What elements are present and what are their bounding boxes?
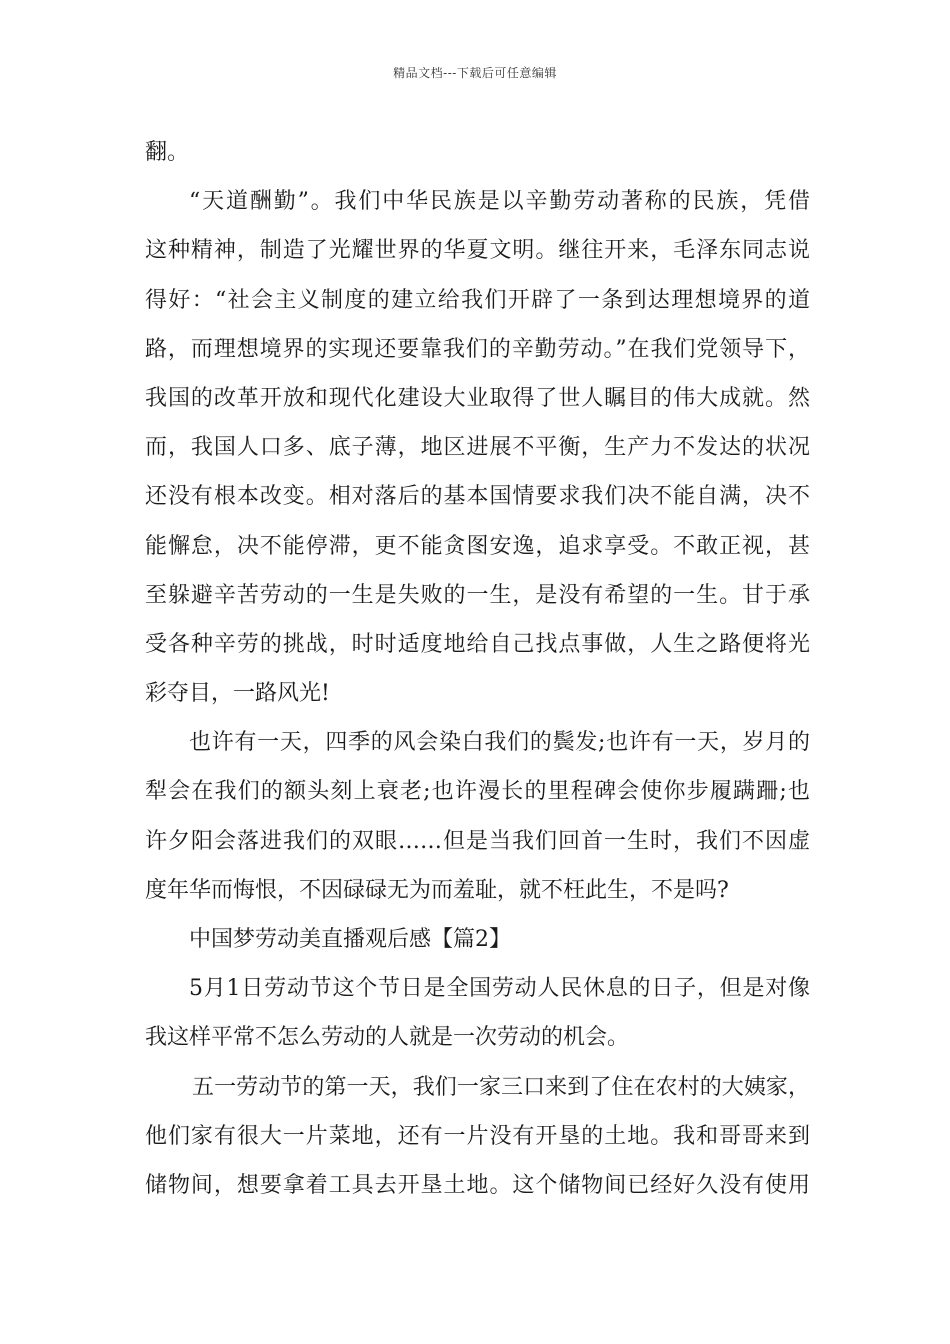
text-line: 犁会在我们的额头刻上衰老;也许漫长的里程碑会使你步履蹒跚;也 bbox=[145, 779, 810, 805]
text-line: 他们家有很大一片菜地，还有一片没有开垦的土地。我和哥哥来到 bbox=[145, 1123, 810, 1149]
text-line: 受各种辛劳的挑战，时时适度地给自己找点事做，人生之路便将光 bbox=[145, 631, 810, 657]
text-line: 得好：“社会主义制度的建立给我们开辟了一条到达理想境界的道 bbox=[145, 287, 810, 313]
text-line: 度年华而悔恨，不因碌碌无为而羞耻，就不枉此生，不是吗? bbox=[145, 877, 729, 903]
paragraph-start-line: 五一劳动节的第一天，我们一家三口来到了住在农村的大姨家， bbox=[192, 1074, 810, 1100]
text-line: 路，而理想境界的实现还要靠我们的辛勤劳动。”在我们党领导下， bbox=[145, 336, 810, 362]
section-heading: 中国梦劳动美直播观后感【篇2】 bbox=[189, 927, 511, 952]
text-line: 能懈怠，决不能停滞，更不能贪图安逸，追求享受。不敢正视，甚 bbox=[145, 533, 810, 559]
paragraph-start-line: 5月1日劳动节这个节日是全国劳动人民休息的日子，但是对像 bbox=[189, 976, 810, 1002]
text-line: 还没有根本改变。相对落后的基本国情要求我们决不能自满，决不 bbox=[145, 484, 810, 510]
text-line: 我国的改革开放和现代化建设大业取得了世人瞩目的伟大成就。然 bbox=[145, 385, 810, 411]
paragraph-start-line: 也许有一天，四季的风会染白我们的鬓发;也许有一天，岁月的 bbox=[189, 730, 810, 756]
text-line: 许夕阳会落进我们的双眼……但是当我们回首一生时，我们不因虚 bbox=[145, 828, 810, 854]
text-line: 这种精神，制造了光耀世界的华夏文明。继往开来，毛泽东同志说 bbox=[145, 238, 810, 264]
text-line: 储物间，想要拿着工具去开垦土地。这个储物间已经好久没有使用 bbox=[145, 1172, 810, 1198]
text-line: 至躲避辛苦劳动的一生是失败的一生，是没有希望的一生。甘于承 bbox=[145, 582, 810, 608]
text-line: 而，我国人口多、底子薄，地区进展不平衡，生产力不发达的状况 bbox=[145, 435, 810, 461]
text-line: 翻。 bbox=[145, 140, 190, 165]
text-line: 彩夺目，一路风光! bbox=[145, 681, 330, 707]
text-line: 我这样平常不怎么劳动的人就是一次劳动的机会。 bbox=[145, 1025, 630, 1051]
document-body bbox=[145, 128, 810, 1210]
paragraph-start-line: “天道酬勤”。我们中华民族是以辛勤劳动著称的民族，凭借 bbox=[189, 189, 810, 215]
page-header: 精品文档---下载后可任意编辑 bbox=[393, 66, 557, 80]
